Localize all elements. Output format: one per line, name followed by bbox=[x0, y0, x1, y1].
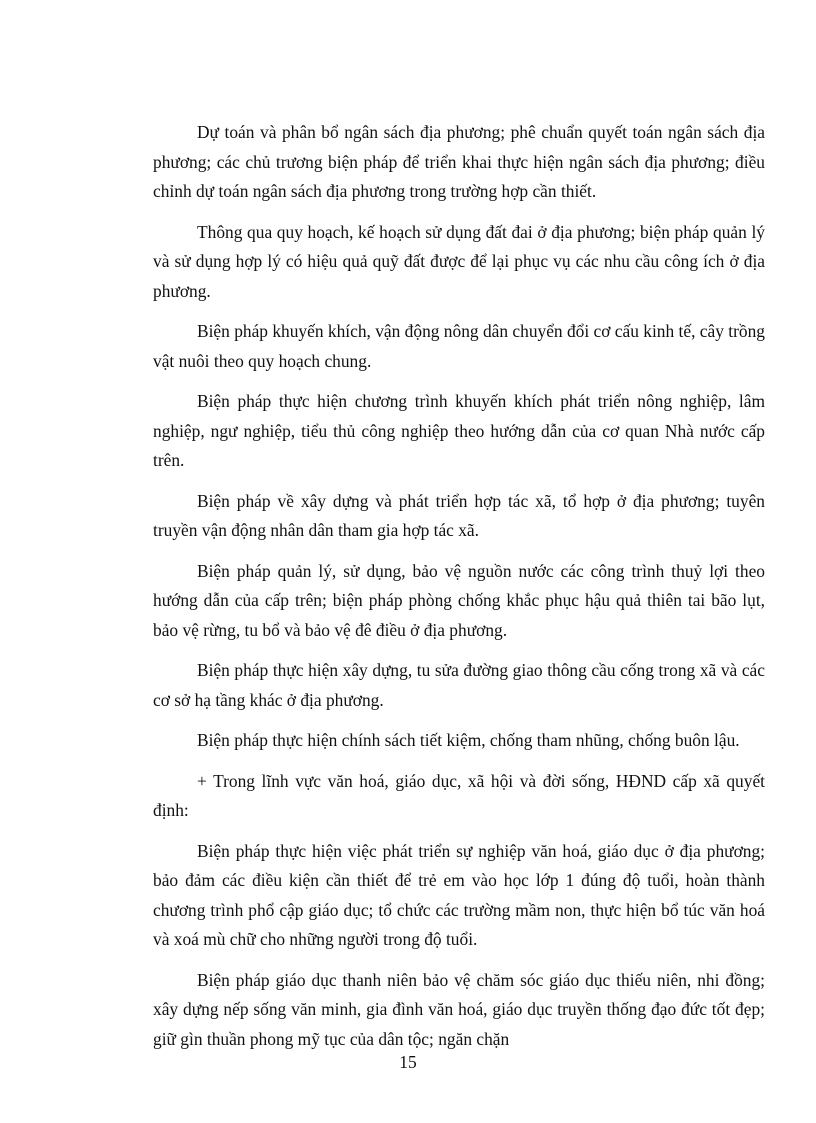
paragraph-cooperatives: Biện pháp về xây dựng và phát triển hợp tác xã, tổ hợp ở địa phương; tuyên truyền vận động nhân dân tham gia hợp tác xã. bbox=[153, 490, 765, 540]
paragraph-culture-heading: + Trong lĩnh vực văn hoá, giáo dục, xã hội và đời sống, HĐND cấp xã quyết định: bbox=[153, 770, 765, 820]
paragraph-budget: Dự toán và phân bổ ngân sách địa phương; phê chuẩn quyết toán ngân sách địa phương; các chủ trương biện pháp để triển khai thực hiện ngân sách địa phương; điều chỉnh dự toán ngân sách địa phương trong trường hợp cần thiết. bbox=[153, 122, 765, 201]
paragraph-infrastructure: Biện pháp thực hiện xây dựng, tu sửa đường giao thông cầu cống trong xã và các cơ sở hạ tầng khác ở địa phương. bbox=[153, 660, 765, 710]
document-body bbox=[153, 118, 765, 1065]
paragraph-youth: Biện pháp giáo dục thanh niên bảo vệ chăm sóc giáo dục thiếu niên, nhi đồng; xây dựng nếp sống văn minh, gia đình văn hoá, giáo dục truyền thống đạo đức tốt đẹp; giữ gìn thuần phong mỹ tục của dân tộc; ngăn chặn bbox=[153, 969, 765, 1049]
paragraph-education: Biện pháp thực hiện việc phát triển sự nghiệp văn hoá, giáo dục ở địa phương; bảo đảm các điều kiện cần thiết để trẻ em vào học lớp 1 đúng độ tuổi, hoàn thành chương trình phổ cập giáo dục; tổ chức các trường mầm non, thực hiện bổ túc văn hoá và xoá mù chữ cho những người trong độ tuổi. bbox=[153, 840, 765, 949]
paragraph-farmer-encouragement: Biện pháp khuyến khích, vận động nông dân chuyển đổi cơ cấu kinh tế, cây trồng vật nuôi theo quy hoạch chung. bbox=[153, 321, 765, 371]
paragraph-land-planning: Thông qua quy hoạch, kế hoạch sử dụng đất đai ở địa phương; biện pháp quản lý và sử dụng hợp lý có hiệu quả quỹ đất được để lại phục vụ các nhu cầu công ích ở địa phương. bbox=[153, 221, 765, 301]
page-number: 15 bbox=[399, 1052, 417, 1072]
paragraph-water-resources: Biện pháp quản lý, sử dụng, bảo vệ nguồn nước các công trình thuỷ lợi theo hướng dẫn của cấp trên; biện pháp phòng chống khắc phục hậu quả thiên tai bão lụt, bảo vệ rừng, tu bổ và bảo vệ đê điều ở địa phương. bbox=[153, 560, 765, 640]
paragraph-agriculture-program: Biện pháp thực hiện chương trình khuyến khích phát triển nông nghiệp, lâm nghiệp, ngư nghiệp, tiểu thủ công nghiệp theo hướng dẫn của cơ quan Nhà nước cấp trên. bbox=[153, 391, 765, 470]
paragraph-anti-corruption: Biện pháp thực hiện chính sách tiết kiệm, chống tham nhũng, chống buôn lậu. bbox=[197, 730, 740, 750]
